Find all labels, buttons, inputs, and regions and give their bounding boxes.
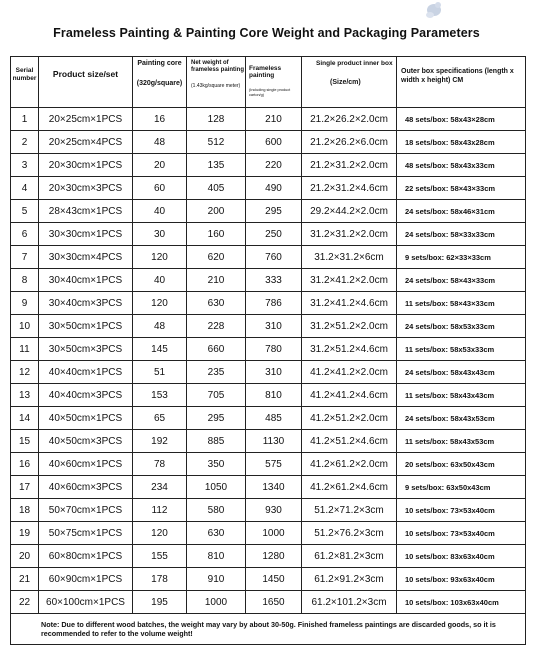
cell-outer-box: 11 sets/box: 58x43x43cm <box>397 384 526 407</box>
parameters-table <box>10 56 526 645</box>
cell-size: 40×40cm×3PCS <box>39 384 133 407</box>
cell-frameless: 786 <box>246 292 302 315</box>
cell-outer-box: 11 sets/box: 58x43x53cm <box>397 430 526 453</box>
cell-core: 78 <box>133 453 187 476</box>
cell-net-weight: 200 <box>187 200 246 223</box>
cell-core: 60 <box>133 177 187 200</box>
cell-size: 50×75cm×1PCS <box>39 522 133 545</box>
cell-frameless: 1130 <box>246 430 302 453</box>
cell-core: 120 <box>133 292 187 315</box>
cell-size: 30×40cm×1PCS <box>39 269 133 292</box>
cell-outer-box: 10 sets/box: 73×53x40cm <box>397 499 526 522</box>
cell-net-weight: 128 <box>187 108 246 131</box>
table-row <box>11 476 526 499</box>
cell-serial: 19 <box>11 522 39 545</box>
table-row <box>11 453 526 476</box>
cell-inner-box: 21.2×31.2×2.0cm <box>302 154 397 177</box>
cell-inner-box: 31.2×51.2×4.6cm <box>302 338 397 361</box>
cell-size: 40×50cm×3PCS <box>39 430 133 453</box>
cell-size: 30×30cm×1PCS <box>39 223 133 246</box>
cell-core: 120 <box>133 522 187 545</box>
cell-serial: 1 <box>11 108 39 131</box>
note-row <box>11 614 526 645</box>
cell-core: 16 <box>133 108 187 131</box>
cell-serial: 2 <box>11 131 39 154</box>
table-row <box>11 591 526 614</box>
cell-serial: 8 <box>11 269 39 292</box>
cell-inner-box: 21.2×31.2×4.6cm <box>302 177 397 200</box>
cell-size: 60×90cm×1PCS <box>39 568 133 591</box>
cell-size: 30×50cm×3PCS <box>39 338 133 361</box>
cell-frameless: 760 <box>246 246 302 269</box>
cell-serial: 3 <box>11 154 39 177</box>
cell-net-weight: 705 <box>187 384 246 407</box>
cell-outer-box: 24 sets/box: 58x46×31cm <box>397 200 526 223</box>
table-body <box>11 108 526 614</box>
header-outer-box: Outer box specifications (length x width x height) CM <box>397 57 526 108</box>
table-row <box>11 568 526 591</box>
cell-frameless: 220 <box>246 154 302 177</box>
cell-frameless: 1340 <box>246 476 302 499</box>
cell-inner-box: 31.2×41.2×2.0cm <box>302 269 397 292</box>
cell-serial: 16 <box>11 453 39 476</box>
cell-serial: 6 <box>11 223 39 246</box>
cell-size: 20×30cm×1PCS <box>39 154 133 177</box>
cell-frameless: 310 <box>246 361 302 384</box>
cell-inner-box: 41.2×61.2×4.6cm <box>302 476 397 499</box>
cell-net-weight: 660 <box>187 338 246 361</box>
cell-inner-box: 31.2×31.2×6cm <box>302 246 397 269</box>
cell-inner-box: 21.2×26.2×2.0cm <box>302 108 397 131</box>
cell-core: 65 <box>133 407 187 430</box>
cell-inner-box: 61.2×101.2×3cm <box>302 591 397 614</box>
cell-serial: 7 <box>11 246 39 269</box>
table-row <box>11 154 526 177</box>
page-title: Frameless Painting & Painting Core Weight and Packaging Parameters <box>53 26 480 40</box>
cell-outer-box: 48 sets/box: 58x43×28cm <box>397 108 526 131</box>
cell-core: 48 <box>133 315 187 338</box>
table-row <box>11 430 526 453</box>
cell-core: 178 <box>133 568 187 591</box>
cell-serial: 4 <box>11 177 39 200</box>
cell-frameless: 600 <box>246 131 302 154</box>
cell-frameless: 930 <box>246 499 302 522</box>
cell-net-weight: 910 <box>187 568 246 591</box>
cell-frameless: 1000 <box>246 522 302 545</box>
cell-serial: 22 <box>11 591 39 614</box>
cell-serial: 11 <box>11 338 39 361</box>
cell-outer-box: 24 sets/box: 58×33x33cm <box>397 223 526 246</box>
cell-inner-box: 31.2×51.2×2.0cm <box>302 315 397 338</box>
cell-outer-box: 10 sets/box: 103x63x40cm <box>397 591 526 614</box>
cell-core: 120 <box>133 246 187 269</box>
cell-net-weight: 228 <box>187 315 246 338</box>
table-row <box>11 338 526 361</box>
cell-net-weight: 580 <box>187 499 246 522</box>
cell-outer-box: 18 sets/box: 58x43x28cm <box>397 131 526 154</box>
table-row <box>11 545 526 568</box>
cell-inner-box: 61.2×81.2×3cm <box>302 545 397 568</box>
cell-net-weight: 630 <box>187 522 246 545</box>
cell-net-weight: 885 <box>187 430 246 453</box>
cell-frameless: 575 <box>246 453 302 476</box>
table-row <box>11 246 526 269</box>
cell-net-weight: 630 <box>187 292 246 315</box>
cell-inner-box: 41.2×51.2×2.0cm <box>302 407 397 430</box>
cell-outer-box: 24 sets/box: 58x43x53cm <box>397 407 526 430</box>
cell-outer-box: 24 sets/box: 58×43×33cm <box>397 269 526 292</box>
cell-inner-box: 41.2×61.2×2.0cm <box>302 453 397 476</box>
cell-serial: 13 <box>11 384 39 407</box>
table-row <box>11 361 526 384</box>
cell-net-weight: 210 <box>187 269 246 292</box>
cell-core: 48 <box>133 131 187 154</box>
cell-serial: 5 <box>11 200 39 223</box>
cell-net-weight: 620 <box>187 246 246 269</box>
cell-frameless: 490 <box>246 177 302 200</box>
cell-size: 50×70cm×1PCS <box>39 499 133 522</box>
cell-frameless: 295 <box>246 200 302 223</box>
cell-frameless: 1280 <box>246 545 302 568</box>
cell-size: 40×40cm×1PCS <box>39 361 133 384</box>
cell-serial: 14 <box>11 407 39 430</box>
cell-net-weight: 295 <box>187 407 246 430</box>
cell-outer-box: 10 sets/box: 73×53x40cm <box>397 522 526 545</box>
cell-frameless: 333 <box>246 269 302 292</box>
cell-inner-box: 31.2×41.2×4.6cm <box>302 292 397 315</box>
header-inner-box: Single product inner box (Size/cm) <box>302 57 397 108</box>
cell-size: 20×25cm×1PCS <box>39 108 133 131</box>
header-frameless: Frameless painting (Including single product carton/g) <box>246 57 302 108</box>
cell-inner-box: 61.2×91.2×3cm <box>302 568 397 591</box>
cell-net-weight: 160 <box>187 223 246 246</box>
decorative-blot-icon <box>418 0 448 22</box>
cell-size: 40×60cm×3PCS <box>39 476 133 499</box>
table-row <box>11 315 526 338</box>
cell-outer-box: 24 sets/box: 58x43x43cm <box>397 361 526 384</box>
table-row <box>11 131 526 154</box>
table-row <box>11 200 526 223</box>
table-row <box>11 177 526 200</box>
cell-outer-box: 10 sets/box: 93x63x40cm <box>397 568 526 591</box>
cell-size: 28×43cm×1PCS <box>39 200 133 223</box>
cell-inner-box: 41.2×51.2×4.6cm <box>302 430 397 453</box>
cell-outer-box: 22 sets/box: 58×43×33cm <box>397 177 526 200</box>
cell-outer-box: 24 sets/box: 58x53x33cm <box>397 315 526 338</box>
table-row <box>11 269 526 292</box>
cell-core: 195 <box>133 591 187 614</box>
cell-serial: 9 <box>11 292 39 315</box>
header-serial: Serial number <box>11 57 39 108</box>
cell-core: 40 <box>133 269 187 292</box>
cell-size: 30×30cm×4PCS <box>39 246 133 269</box>
cell-frameless: 485 <box>246 407 302 430</box>
cell-inner-box: 41.2×41.2×2.0cm <box>302 361 397 384</box>
cell-outer-box: 20 sets/box: 63x50x43cm <box>397 453 526 476</box>
cell-core: 20 <box>133 154 187 177</box>
cell-core: 153 <box>133 384 187 407</box>
cell-frameless: 210 <box>246 108 302 131</box>
cell-net-weight: 1000 <box>187 591 246 614</box>
cell-outer-box: 11 sets/box: 58×43×33cm <box>397 292 526 315</box>
cell-core: 51 <box>133 361 187 384</box>
cell-core: 234 <box>133 476 187 499</box>
cell-core: 112 <box>133 499 187 522</box>
cell-net-weight: 405 <box>187 177 246 200</box>
cell-outer-box: 48 sets/box: 58x43x33cm <box>397 154 526 177</box>
cell-serial: 10 <box>11 315 39 338</box>
cell-serial: 12 <box>11 361 39 384</box>
header-row <box>11 57 526 108</box>
cell-serial: 21 <box>11 568 39 591</box>
cell-size: 20×30cm×3PCS <box>39 177 133 200</box>
table-row <box>11 522 526 545</box>
cell-net-weight: 135 <box>187 154 246 177</box>
cell-core: 192 <box>133 430 187 453</box>
cell-inner-box: 21.2×26.2×6.0cm <box>302 131 397 154</box>
cell-size: 60×80cm×1PCS <box>39 545 133 568</box>
cell-outer-box: 11 sets/box: 58x53x33cm <box>397 338 526 361</box>
cell-frameless: 1650 <box>246 591 302 614</box>
header-net-weight: Net weight of frameless painting (1.43kg/square meter) <box>187 57 246 108</box>
cell-frameless: 780 <box>246 338 302 361</box>
cell-core: 40 <box>133 200 187 223</box>
cell-outer-box: 9 sets/box: 63x50x43cm <box>397 476 526 499</box>
cell-inner-box: 51.2×71.2×3cm <box>302 499 397 522</box>
cell-core: 30 <box>133 223 187 246</box>
table-row <box>11 499 526 522</box>
cell-frameless: 810 <box>246 384 302 407</box>
cell-net-weight: 350 <box>187 453 246 476</box>
cell-serial: 18 <box>11 499 39 522</box>
header-core: Painting core (320g/square) <box>133 57 187 108</box>
cell-net-weight: 1050 <box>187 476 246 499</box>
cell-size: 60×100cm×1PCS <box>39 591 133 614</box>
cell-inner-box: 41.2×41.2×4.6cm <box>302 384 397 407</box>
table-row <box>11 108 526 131</box>
cell-size: 20×25cm×4PCS <box>39 131 133 154</box>
cell-serial: 20 <box>11 545 39 568</box>
cell-size: 40×60cm×1PCS <box>39 453 133 476</box>
cell-inner-box: 29.2×44.2×2.0cm <box>302 200 397 223</box>
cell-frameless: 310 <box>246 315 302 338</box>
cell-size: 40×50cm×1PCS <box>39 407 133 430</box>
cell-net-weight: 235 <box>187 361 246 384</box>
cell-frameless: 1450 <box>246 568 302 591</box>
cell-serial: 15 <box>11 430 39 453</box>
cell-outer-box: 9 sets/box: 62×33×33cm <box>397 246 526 269</box>
cell-inner-box: 31.2×31.2×2.0cm <box>302 223 397 246</box>
cell-serial: 17 <box>11 476 39 499</box>
cell-inner-box: 51.2×76.2×3cm <box>302 522 397 545</box>
cell-frameless: 250 <box>246 223 302 246</box>
table-row <box>11 407 526 430</box>
table-row <box>11 223 526 246</box>
cell-outer-box: 10 sets/box: 83x63x40cm <box>397 545 526 568</box>
cell-core: 145 <box>133 338 187 361</box>
cell-net-weight: 512 <box>187 131 246 154</box>
table-row <box>11 384 526 407</box>
table-row <box>11 292 526 315</box>
header-size: Product size/set <box>39 57 133 108</box>
cell-net-weight: 810 <box>187 545 246 568</box>
note-text: Note: Due to different wood batches, the weight may vary by about 30-50g. Finished frameless paintings are discarded goods, so it is recommended to refer to the volume weight! <box>11 614 526 645</box>
cell-size: 30×40cm×3PCS <box>39 292 133 315</box>
cell-size: 30×50cm×1PCS <box>39 315 133 338</box>
cell-core: 155 <box>133 545 187 568</box>
